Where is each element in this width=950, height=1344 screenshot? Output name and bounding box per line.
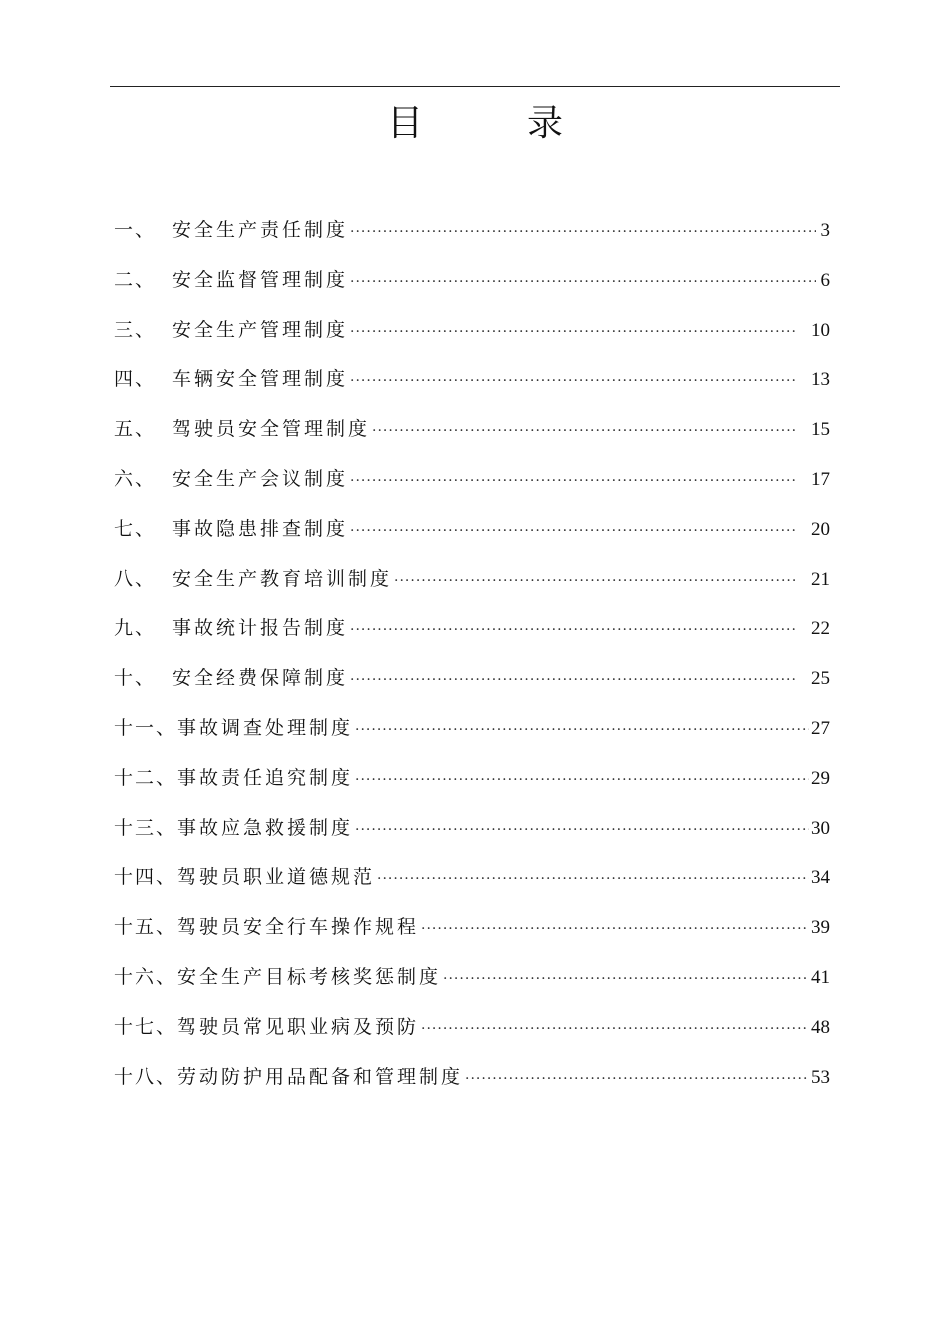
toc-leader-dots <box>350 214 816 250</box>
toc-entry-label: 事故调查处理制度 <box>177 716 354 739</box>
toc-entry-page: 41 <box>811 966 830 988</box>
toc-leader-dots <box>355 712 809 748</box>
toc-entry-page: 48 <box>811 1016 830 1038</box>
toc-entry-label: 驾驶员安全行车操作规程 <box>177 916 420 939</box>
toc-entry[interactable] <box>114 660 830 710</box>
toc-entry-number: 二、 <box>114 268 157 291</box>
toc-leader-dots <box>394 563 797 599</box>
toc-entry-page: 17 <box>811 468 830 490</box>
toc-entry-page: 30 <box>811 817 830 839</box>
toc-leader-dots <box>355 762 809 798</box>
toc-entry-label: 驾驶员常见职业病及预防 <box>177 1015 420 1038</box>
toc-entry-number: 七、 <box>114 517 157 540</box>
toc-entry-number: 一、 <box>114 219 157 241</box>
toc-leader-dots <box>350 612 797 648</box>
toc-entry-label: 事故隐患排查制度 <box>172 517 349 540</box>
toc-entry[interactable] <box>114 361 830 411</box>
toc-entry-number: 五、 <box>114 418 157 441</box>
toc-leader-dots <box>355 812 809 848</box>
toc-entry[interactable] <box>114 710 830 760</box>
toc-entry-number: 十七、 <box>114 1015 178 1038</box>
toc-entry-number: 六、 <box>114 467 157 490</box>
header-rule <box>110 86 840 87</box>
title-char-1: 目 <box>386 103 423 144</box>
toc-entry-number: 九、 <box>114 617 157 640</box>
toc-entry[interactable] <box>114 859 830 909</box>
toc-entry[interactable] <box>114 511 830 561</box>
toc-entry-page: 6 <box>820 269 830 291</box>
toc-leader-dots <box>350 314 797 350</box>
toc-entry-label: 车辆安全管理制度 <box>172 368 349 391</box>
toc-entry-label: 安全生产责任制度 <box>172 219 349 241</box>
toc-leader-dots <box>443 961 809 997</box>
toc-leader-dots <box>350 513 797 549</box>
toc-entry-label: 事故责任追究制度 <box>177 766 354 789</box>
toc-leader-dots <box>421 1011 809 1047</box>
toc-entry[interactable] <box>114 312 830 362</box>
toc-entry[interactable] <box>114 810 830 860</box>
toc-entry[interactable] <box>114 909 830 959</box>
toc-leader-dots <box>465 1061 809 1097</box>
toc-entry-label: 劳动防护用品配备和管理制度 <box>177 1065 464 1088</box>
toc-entry[interactable] <box>114 411 830 461</box>
title-char-2: 录 <box>527 103 564 144</box>
page-title <box>0 100 950 148</box>
toc-entry-page: 10 <box>811 319 830 341</box>
toc-entry-page: 53 <box>811 1066 830 1088</box>
toc-entry-label: 事故统计报告制度 <box>172 617 349 640</box>
toc-leader-dots <box>350 363 797 399</box>
toc-entry-label: 安全生产教育培训制度 <box>172 567 393 590</box>
toc-entry[interactable] <box>114 760 830 810</box>
toc-entry-page: 21 <box>811 568 830 590</box>
toc-leader-dots <box>421 911 809 947</box>
toc-entry-label: 安全生产管理制度 <box>172 318 349 341</box>
toc-leader-dots <box>377 861 809 897</box>
toc-entry-number: 十四、 <box>114 866 178 889</box>
toc-entry-number: 十二、 <box>114 766 178 789</box>
toc-entry-number: 十三、 <box>114 816 178 839</box>
toc-leader-dots <box>372 413 797 449</box>
toc-entry[interactable] <box>114 212 830 262</box>
toc-entry-page: 15 <box>811 419 830 441</box>
toc-entry-label: 安全经费保障制度 <box>172 667 349 690</box>
toc-entry[interactable] <box>114 610 830 660</box>
toc-entry-number: 三、 <box>114 318 157 341</box>
toc-entry-page: 22 <box>811 618 830 640</box>
toc-entry-number: 八、 <box>114 567 157 590</box>
toc-entry-label: 安全监督管理制度 <box>172 268 349 291</box>
toc-entry-number: 十、 <box>114 667 157 690</box>
toc-entry-number: 十六、 <box>114 965 178 988</box>
toc-entry-label: 安全生产会议制度 <box>172 467 349 490</box>
toc-entry-label: 驾驶员职业道德规范 <box>177 866 376 889</box>
toc-entry[interactable] <box>114 1059 830 1109</box>
toc-entry[interactable] <box>114 1009 830 1059</box>
toc-entry-page: 27 <box>811 717 830 739</box>
toc-entry-number: 四、 <box>114 368 157 391</box>
toc-entry-number: 十八、 <box>114 1065 178 1088</box>
toc-entry-label: 事故应急救援制度 <box>177 816 354 839</box>
toc-leader-dots <box>350 463 797 499</box>
toc-entry[interactable] <box>114 561 830 611</box>
toc-entry-page: 29 <box>811 767 830 789</box>
toc-entry-label: 驾驶员安全管理制度 <box>172 418 371 441</box>
table-of-contents <box>114 212 830 1108</box>
toc-entry-page: 25 <box>811 668 830 690</box>
toc-entry-page: 13 <box>811 369 830 391</box>
toc-entry[interactable] <box>114 262 830 312</box>
toc-entry[interactable] <box>114 461 830 511</box>
toc-entry-page: 20 <box>811 518 830 540</box>
toc-entry-label: 安全生产目标考核奖惩制度 <box>177 965 442 988</box>
toc-entry-page: 39 <box>811 917 830 939</box>
toc-entry-number: 十一、 <box>114 716 178 739</box>
toc-entry[interactable] <box>114 959 830 1009</box>
toc-leader-dots <box>350 662 797 698</box>
toc-entry-page: 34 <box>811 867 830 889</box>
toc-leader-dots <box>350 264 816 300</box>
toc-entry-number: 十五、 <box>114 916 178 939</box>
toc-entry-page: 3 <box>820 220 830 241</box>
